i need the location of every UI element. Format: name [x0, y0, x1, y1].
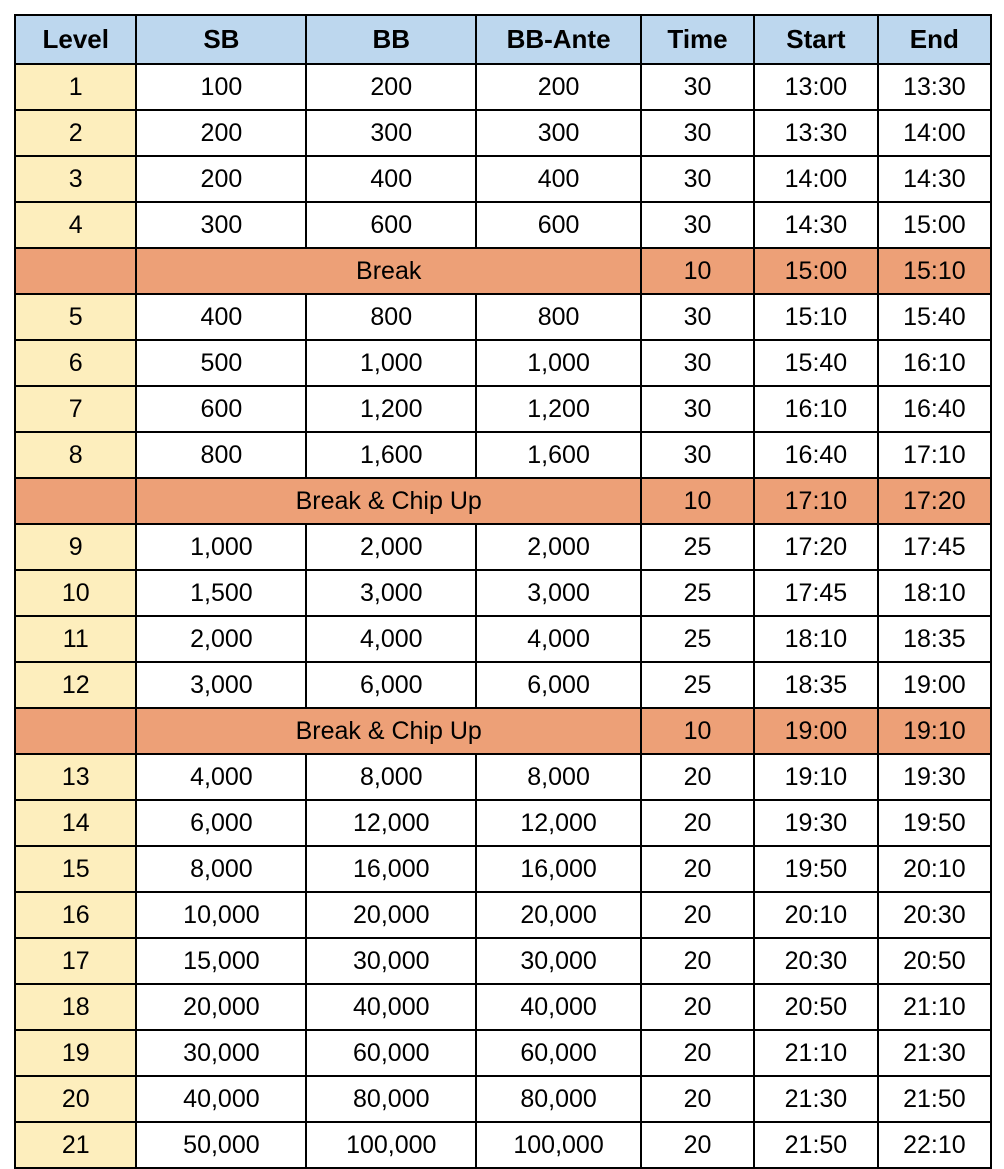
- cell-bb-ante: 12,000: [476, 800, 641, 846]
- cell-level: 15: [15, 846, 136, 892]
- cell-time: 25: [641, 524, 754, 570]
- cell-end: 18:10: [878, 570, 991, 616]
- cell-level: 21: [15, 1122, 136, 1168]
- table-row-level: [15, 156, 991, 202]
- cell-sb: 500: [136, 340, 306, 386]
- cell-sb: 1,500: [136, 570, 306, 616]
- cell-sb: 800: [136, 432, 306, 478]
- cell-end: 15:40: [878, 294, 991, 340]
- cell-start: 14:00: [754, 156, 878, 202]
- cell-end: 14:30: [878, 156, 991, 202]
- cell-start: 14:30: [754, 202, 878, 248]
- table-row-level: [15, 1122, 991, 1168]
- cell-end: 21:30: [878, 1030, 991, 1076]
- cell-sb: 10,000: [136, 892, 306, 938]
- table-row-level: [15, 386, 991, 432]
- cell-end: 21:50: [878, 1076, 991, 1122]
- cell-time: 30: [641, 432, 754, 478]
- cell-sb: 600: [136, 386, 306, 432]
- cell-level: 11: [15, 616, 136, 662]
- cell-bb-ante: 40,000: [476, 984, 641, 1030]
- cell-sb: 3,000: [136, 662, 306, 708]
- cell-start: 19:30: [754, 800, 878, 846]
- cell-start: 20:10: [754, 892, 878, 938]
- table-row-level: [15, 294, 991, 340]
- table-row-level: [15, 662, 991, 708]
- cell-sb: 1,000: [136, 524, 306, 570]
- break-start: 17:10: [754, 478, 878, 524]
- cell-level: 6: [15, 340, 136, 386]
- table-header: [15, 15, 991, 64]
- cell-bb: 16,000: [306, 846, 476, 892]
- cell-bb-ante: 300: [476, 110, 641, 156]
- cell-sb: 8,000: [136, 846, 306, 892]
- blind-structure-table: [14, 14, 992, 1169]
- break-label: Break & Chip Up: [136, 478, 640, 524]
- cell-bb: 400: [306, 156, 476, 202]
- cell-bb: 12,000: [306, 800, 476, 846]
- cell-time: 20: [641, 1122, 754, 1168]
- cell-bb-ante: 600: [476, 202, 641, 248]
- cell-time: 20: [641, 984, 754, 1030]
- table-row-level: [15, 202, 991, 248]
- cell-sb: 50,000: [136, 1122, 306, 1168]
- cell-sb: 15,000: [136, 938, 306, 984]
- cell-end: 19:50: [878, 800, 991, 846]
- cell-bb: 800: [306, 294, 476, 340]
- cell-bb-ante: 4,000: [476, 616, 641, 662]
- cell-bb-ante: 2,000: [476, 524, 641, 570]
- cell-bb: 20,000: [306, 892, 476, 938]
- cell-time: 25: [641, 570, 754, 616]
- cell-bb-ante: 30,000: [476, 938, 641, 984]
- table-row-break: [15, 248, 991, 294]
- cell-start: 13:00: [754, 64, 878, 110]
- cell-bb: 1,600: [306, 432, 476, 478]
- cell-time: 30: [641, 202, 754, 248]
- break-end: 15:10: [878, 248, 991, 294]
- cell-start: 20:30: [754, 938, 878, 984]
- cell-level: 5: [15, 294, 136, 340]
- cell-bb: 8,000: [306, 754, 476, 800]
- table-row-level: [15, 432, 991, 478]
- cell-bb-ante: 800: [476, 294, 641, 340]
- cell-level: 14: [15, 800, 136, 846]
- cell-level: 16: [15, 892, 136, 938]
- cell-end: 13:30: [878, 64, 991, 110]
- cell-start: 15:40: [754, 340, 878, 386]
- cell-start: 20:50: [754, 984, 878, 1030]
- cell-end: 17:45: [878, 524, 991, 570]
- break-label: Break & Chip Up: [136, 708, 640, 754]
- cell-bb: 100,000: [306, 1122, 476, 1168]
- cell-start: 17:20: [754, 524, 878, 570]
- cell-bb-ante: 80,000: [476, 1076, 641, 1122]
- cell-level: 10: [15, 570, 136, 616]
- cell-end: 20:30: [878, 892, 991, 938]
- table-row-level: [15, 800, 991, 846]
- break-level-spacer: [15, 708, 136, 754]
- break-time: 10: [641, 708, 754, 754]
- cell-end: 16:40: [878, 386, 991, 432]
- cell-level: 1: [15, 64, 136, 110]
- cell-start: 19:10: [754, 754, 878, 800]
- cell-end: 19:30: [878, 754, 991, 800]
- cell-level: 2: [15, 110, 136, 156]
- column-header-end: End: [878, 15, 991, 64]
- cell-bb-ante: 1,200: [476, 386, 641, 432]
- cell-time: 30: [641, 110, 754, 156]
- cell-bb-ante: 16,000: [476, 846, 641, 892]
- cell-time: 30: [641, 386, 754, 432]
- cell-bb: 2,000: [306, 524, 476, 570]
- cell-level: 19: [15, 1030, 136, 1076]
- cell-time: 20: [641, 754, 754, 800]
- cell-end: 21:10: [878, 984, 991, 1030]
- table-row-level: [15, 938, 991, 984]
- cell-end: 14:00: [878, 110, 991, 156]
- column-header-level: Level: [15, 15, 136, 64]
- cell-level: 3: [15, 156, 136, 202]
- cell-level: 7: [15, 386, 136, 432]
- cell-time: 20: [641, 892, 754, 938]
- table-row-level: [15, 340, 991, 386]
- cell-bb-ante: 6,000: [476, 662, 641, 708]
- table-row-break: [15, 478, 991, 524]
- cell-level: 18: [15, 984, 136, 1030]
- table-row-level: [15, 524, 991, 570]
- cell-start: 13:30: [754, 110, 878, 156]
- cell-bb: 6,000: [306, 662, 476, 708]
- column-header-start: Start: [754, 15, 878, 64]
- table-body: [15, 64, 991, 1168]
- cell-end: 15:00: [878, 202, 991, 248]
- cell-time: 20: [641, 1030, 754, 1076]
- cell-start: 15:10: [754, 294, 878, 340]
- table-row-level: [15, 1076, 991, 1122]
- cell-time: 30: [641, 294, 754, 340]
- cell-start: 18:35: [754, 662, 878, 708]
- cell-level: 9: [15, 524, 136, 570]
- cell-start: 21:10: [754, 1030, 878, 1076]
- break-level-spacer: [15, 478, 136, 524]
- cell-level: 20: [15, 1076, 136, 1122]
- cell-sb: 20,000: [136, 984, 306, 1030]
- cell-sb: 200: [136, 110, 306, 156]
- cell-bb-ante: 400: [476, 156, 641, 202]
- cell-time: 20: [641, 1076, 754, 1122]
- cell-end: 20:50: [878, 938, 991, 984]
- cell-bb: 40,000: [306, 984, 476, 1030]
- table-row-break: [15, 708, 991, 754]
- cell-start: 19:50: [754, 846, 878, 892]
- cell-start: 21:50: [754, 1122, 878, 1168]
- table-row-level: [15, 984, 991, 1030]
- column-header-time: Time: [641, 15, 754, 64]
- cell-sb: 6,000: [136, 800, 306, 846]
- column-header-sb: SB: [136, 15, 306, 64]
- cell-start: 18:10: [754, 616, 878, 662]
- cell-sb: 40,000: [136, 1076, 306, 1122]
- cell-bb: 80,000: [306, 1076, 476, 1122]
- table-row-level: [15, 616, 991, 662]
- cell-bb: 30,000: [306, 938, 476, 984]
- break-label: Break: [136, 248, 640, 294]
- table-row-level: [15, 570, 991, 616]
- cell-start: 21:30: [754, 1076, 878, 1122]
- break-start: 19:00: [754, 708, 878, 754]
- cell-bb: 600: [306, 202, 476, 248]
- cell-start: 16:40: [754, 432, 878, 478]
- break-time: 10: [641, 248, 754, 294]
- cell-bb-ante: 1,000: [476, 340, 641, 386]
- table-row-level: [15, 64, 991, 110]
- cell-bb: 60,000: [306, 1030, 476, 1076]
- cell-level: 12: [15, 662, 136, 708]
- cell-time: 25: [641, 662, 754, 708]
- cell-end: 17:10: [878, 432, 991, 478]
- break-end: 17:20: [878, 478, 991, 524]
- table-row-level: [15, 846, 991, 892]
- cell-bb-ante: 3,000: [476, 570, 641, 616]
- cell-end: 16:10: [878, 340, 991, 386]
- cell-bb: 3,000: [306, 570, 476, 616]
- cell-bb-ante: 1,600: [476, 432, 641, 478]
- cell-bb: 200: [306, 64, 476, 110]
- cell-time: 20: [641, 800, 754, 846]
- table-row-level: [15, 892, 991, 938]
- cell-level: 13: [15, 754, 136, 800]
- cell-sb: 200: [136, 156, 306, 202]
- cell-end: 22:10: [878, 1122, 991, 1168]
- cell-bb-ante: 20,000: [476, 892, 641, 938]
- cell-level: 17: [15, 938, 136, 984]
- cell-bb: 300: [306, 110, 476, 156]
- cell-start: 17:45: [754, 570, 878, 616]
- cell-end: 20:10: [878, 846, 991, 892]
- cell-time: 30: [641, 64, 754, 110]
- cell-bb-ante: 60,000: [476, 1030, 641, 1076]
- cell-end: 19:00: [878, 662, 991, 708]
- cell-time: 30: [641, 340, 754, 386]
- break-time: 10: [641, 478, 754, 524]
- cell-start: 16:10: [754, 386, 878, 432]
- cell-sb: 2,000: [136, 616, 306, 662]
- cell-time: 30: [641, 156, 754, 202]
- cell-bb: 4,000: [306, 616, 476, 662]
- table-row-level: [15, 1030, 991, 1076]
- cell-bb-ante: 200: [476, 64, 641, 110]
- table-row-level: [15, 110, 991, 156]
- cell-end: 18:35: [878, 616, 991, 662]
- cell-level: 4: [15, 202, 136, 248]
- header-row: [15, 15, 991, 64]
- cell-time: 20: [641, 846, 754, 892]
- cell-sb: 30,000: [136, 1030, 306, 1076]
- cell-bb: 1,000: [306, 340, 476, 386]
- cell-sb: 100: [136, 64, 306, 110]
- break-start: 15:00: [754, 248, 878, 294]
- cell-bb: 1,200: [306, 386, 476, 432]
- cell-sb: 400: [136, 294, 306, 340]
- cell-level: 8: [15, 432, 136, 478]
- cell-time: 25: [641, 616, 754, 662]
- break-end: 19:10: [878, 708, 991, 754]
- cell-sb: 4,000: [136, 754, 306, 800]
- break-level-spacer: [15, 248, 136, 294]
- column-header-bb: BB: [306, 15, 476, 64]
- cell-bb-ante: 100,000: [476, 1122, 641, 1168]
- table-row-level: [15, 754, 991, 800]
- cell-sb: 300: [136, 202, 306, 248]
- cell-bb-ante: 8,000: [476, 754, 641, 800]
- cell-time: 20: [641, 938, 754, 984]
- column-header-bb-ante: BB-Ante: [476, 15, 641, 64]
